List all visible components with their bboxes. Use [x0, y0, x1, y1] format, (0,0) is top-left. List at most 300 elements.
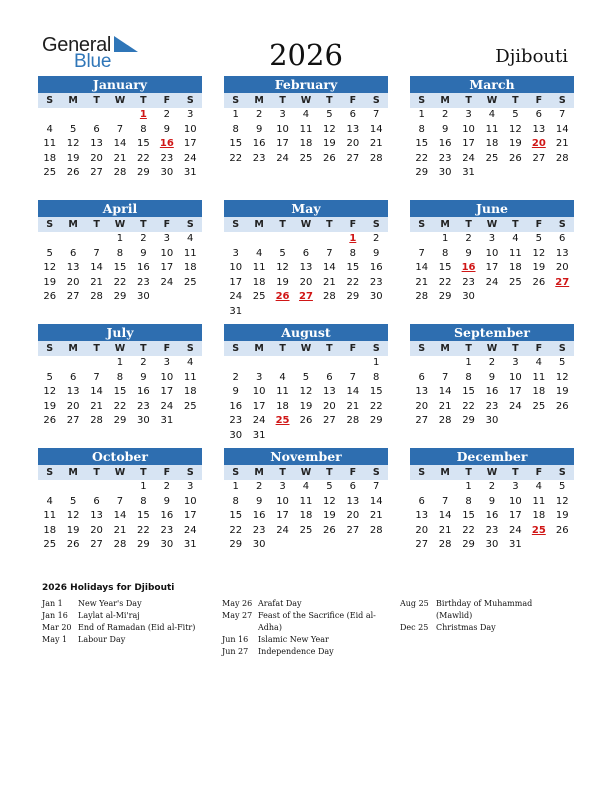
weekday-label: F	[349, 219, 357, 230]
day-cell: 13	[323, 386, 336, 397]
day-cell: 30	[252, 539, 266, 550]
empty-day	[271, 356, 294, 371]
day-cell: 12	[66, 510, 80, 521]
day-cell: 24	[160, 276, 174, 288]
holiday-item	[400, 622, 558, 634]
day-cell: 9	[488, 371, 496, 383]
day-cell: 22	[346, 276, 360, 288]
day-cell: 9	[163, 495, 170, 507]
day-cell: 10	[160, 247, 174, 259]
month-january	[38, 76, 202, 181]
weekday-row	[224, 93, 388, 108]
day-cell: 15	[113, 386, 127, 397]
day-cell: 28	[369, 524, 383, 536]
month-header: March	[410, 76, 574, 93]
month-march	[410, 76, 574, 181]
day-cell: 24	[183, 152, 197, 164]
day-cell: 9	[441, 123, 449, 135]
day-cell: 11	[43, 138, 57, 149]
day-cell: 12	[532, 247, 546, 259]
day-cell: 22	[415, 152, 429, 164]
day-cell: 18	[183, 386, 197, 397]
day-cell: 8	[418, 123, 425, 135]
day-cell: 1	[116, 357, 124, 368]
day-cell: 26	[43, 415, 57, 426]
holiday-item	[222, 598, 380, 610]
day-cell: 11	[485, 123, 499, 135]
day-cell: 18	[532, 386, 546, 397]
holiday-item	[222, 634, 380, 646]
day-cell: 19	[532, 262, 546, 273]
weekday-label: T	[93, 343, 100, 354]
weekday-label: M	[68, 343, 78, 354]
weekday-label: T	[326, 219, 333, 230]
day-cell: 3	[488, 233, 496, 244]
day-cell: 18	[299, 510, 313, 521]
day-cell: 11	[183, 371, 197, 383]
weekday-label: M	[254, 219, 264, 230]
day-cell: 2	[140, 233, 147, 244]
weekday-label: T	[326, 95, 333, 106]
empty-day	[61, 480, 84, 495]
holiday-date: Jan 1	[42, 599, 63, 608]
day-cell: 14	[323, 262, 336, 273]
day-cell: 24	[462, 152, 475, 164]
day-cell: 25	[509, 276, 522, 288]
empty-day	[271, 232, 294, 247]
month-header: August	[224, 324, 388, 341]
day-cell: 3	[187, 109, 194, 120]
month-header: January	[38, 76, 202, 93]
weekday-label: T	[326, 343, 333, 354]
day-cell: 28	[323, 291, 336, 302]
day-grid	[410, 108, 574, 181]
day-cell: 15	[229, 138, 243, 149]
month-july	[38, 324, 202, 429]
day-cell: 23	[485, 524, 499, 536]
holiday-date: May 27	[222, 611, 253, 620]
day-cell: 4	[255, 247, 263, 259]
holiday-day: 26	[275, 291, 290, 302]
day-cell: 12	[323, 123, 336, 135]
day-cell: 2	[232, 371, 239, 383]
weekday-row	[38, 465, 202, 480]
day-cell: 31	[462, 167, 475, 178]
day-cell: 21	[90, 400, 103, 412]
holiday-day: 16	[159, 138, 174, 149]
day-cell: 23	[137, 276, 150, 288]
day-cell: 6	[93, 123, 100, 135]
weekday-label: M	[440, 467, 450, 478]
day-cell: 9	[255, 495, 263, 507]
day-cell: 25	[43, 539, 57, 550]
weekday-label: S	[558, 467, 566, 478]
day-cell: 11	[532, 495, 546, 507]
day-cell: 21	[438, 524, 452, 536]
day-cell: 22	[137, 524, 150, 536]
day-cell: 25	[183, 400, 197, 412]
month-april	[38, 200, 202, 305]
weekday-row	[410, 341, 574, 356]
day-cell: 31	[252, 429, 266, 441]
day-cell: 22	[137, 152, 150, 164]
holiday-date: Jan 16	[42, 611, 68, 620]
month-header: May	[224, 200, 388, 217]
weekday-label: T	[326, 467, 333, 478]
day-cell: 26	[299, 415, 313, 426]
day-cell: 17	[509, 386, 522, 397]
day-cell: 17	[183, 138, 197, 149]
day-cell: 15	[229, 510, 243, 521]
day-cell: 7	[93, 247, 100, 259]
day-cell: 15	[346, 262, 360, 273]
day-cell: 5	[69, 495, 77, 507]
day-cell: 16	[252, 138, 266, 149]
empty-day	[341, 356, 364, 371]
weekday-label: S	[186, 343, 194, 354]
day-cell: 29	[113, 415, 127, 426]
day-cell: 29	[462, 415, 475, 426]
day-cell: 20	[555, 262, 569, 273]
holiday-item	[222, 646, 380, 658]
weekday-label: T	[512, 219, 519, 230]
day-cell: 20	[346, 510, 360, 521]
day-cell: 22	[462, 400, 475, 412]
day-cell: 5	[69, 123, 77, 135]
day-cell: 31	[183, 539, 197, 550]
holiday-item	[42, 634, 200, 646]
day-cell: 20	[66, 400, 80, 412]
empty-day	[294, 356, 317, 371]
day-cell: 11	[509, 247, 522, 259]
day-cell: 20	[66, 276, 80, 288]
day-cell: 13	[415, 386, 429, 397]
day-cell: 14	[369, 123, 383, 135]
day-cell: 1	[232, 481, 239, 492]
weekday-label: S	[558, 343, 566, 354]
weekday-label: F	[163, 343, 171, 354]
day-cell: 3	[512, 481, 519, 492]
day-cell: 28	[90, 291, 103, 302]
weekday-label: S	[186, 219, 194, 230]
empty-day	[433, 356, 456, 371]
holiday-item	[42, 610, 200, 622]
day-cell: 26	[43, 291, 57, 302]
weekday-label: S	[558, 95, 566, 106]
day-cell: 6	[349, 109, 356, 120]
day-cell: 27	[346, 152, 360, 164]
day-cell: 5	[559, 357, 566, 368]
day-cell: 11	[532, 371, 546, 383]
weekday-label: T	[465, 95, 472, 106]
day-cell: 8	[232, 123, 239, 135]
day-cell: 7	[418, 247, 425, 259]
day-cell: 17	[485, 262, 499, 273]
day-cell: 23	[462, 276, 475, 288]
day-cell: 30	[438, 167, 452, 178]
day-cell: 20	[415, 524, 429, 536]
day-cell: 29	[438, 291, 452, 302]
day-cell: 1	[441, 233, 449, 244]
day-cell: 7	[441, 371, 449, 383]
day-cell: 22	[462, 524, 475, 536]
day-cell: 5	[326, 109, 333, 120]
day-cell: 14	[90, 262, 103, 273]
logo-text-blue: Blue	[74, 51, 112, 72]
day-cell: 13	[299, 262, 313, 273]
day-cell: 30	[137, 291, 150, 302]
day-cell: 7	[373, 109, 380, 120]
day-cell: 6	[418, 495, 425, 507]
weekday-label: W	[114, 219, 126, 230]
weekday-label: F	[535, 219, 543, 230]
weekday-label: M	[254, 95, 264, 106]
day-cell: 30	[160, 167, 174, 178]
day-cell: 5	[559, 481, 566, 492]
holiday-column	[42, 598, 200, 646]
day-cell: 28	[438, 415, 452, 426]
day-cell: 14	[555, 123, 569, 135]
year-title: 2026	[269, 38, 343, 72]
day-cell: 25	[532, 400, 546, 412]
day-cell: 30	[160, 539, 174, 550]
day-cell: 31	[229, 305, 243, 317]
holiday-column	[400, 598, 558, 634]
day-cell: 26	[532, 276, 546, 288]
holiday-day: 1	[139, 109, 147, 120]
month-may	[224, 200, 388, 319]
day-cell: 12	[555, 495, 569, 507]
day-cell: 18	[509, 262, 522, 273]
holiday-day: 27	[555, 276, 570, 288]
weekday-label: S	[46, 219, 54, 230]
weekday-label: T	[512, 467, 519, 478]
day-cell: 15	[415, 138, 429, 149]
day-cell: 1	[116, 233, 124, 244]
day-cell: 19	[555, 510, 569, 521]
day-cell: 8	[373, 371, 380, 383]
empty-day	[38, 356, 61, 371]
weekday-label: W	[300, 95, 312, 106]
weekday-row	[410, 217, 574, 232]
day-cell: 19	[43, 276, 57, 288]
day-cell: 2	[373, 233, 380, 244]
weekday-label: S	[46, 467, 54, 478]
empty-day	[61, 232, 84, 247]
day-cell: 4	[46, 123, 53, 135]
day-grid	[224, 108, 388, 166]
day-cell: 9	[373, 247, 380, 259]
day-cell: 22	[229, 524, 243, 536]
day-cell: 4	[187, 357, 194, 368]
day-cell: 20	[323, 400, 336, 412]
day-cell: 21	[438, 400, 452, 412]
holidays-title: 2026 Holidays for Djibouti	[42, 583, 175, 593]
empty-day	[318, 232, 341, 247]
day-cell: 16	[369, 262, 383, 273]
day-cell: 30	[462, 291, 475, 302]
holiday-day: 1	[349, 233, 357, 244]
day-cell: 7	[326, 247, 333, 259]
weekday-label: T	[279, 343, 286, 354]
day-cell: 10	[462, 123, 475, 135]
weekday-label: T	[140, 95, 147, 106]
weekday-label: W	[486, 95, 498, 106]
weekday-row	[410, 465, 574, 480]
day-cell: 17	[183, 510, 197, 521]
day-cell: 17	[276, 510, 289, 521]
day-cell: 7	[441, 495, 449, 507]
day-cell: 4	[46, 495, 53, 507]
day-cell: 17	[160, 262, 174, 273]
day-cell: 18	[43, 524, 57, 536]
day-cell: 3	[255, 371, 263, 383]
empty-day	[318, 356, 341, 371]
day-cell: 31	[183, 167, 197, 178]
day-cell: 21	[369, 510, 383, 521]
weekday-label: S	[232, 467, 240, 478]
empty-day	[61, 356, 84, 371]
day-cell: 13	[66, 386, 80, 397]
weekday-label: T	[279, 467, 286, 478]
day-cell: 29	[229, 539, 243, 550]
day-cell: 14	[113, 138, 127, 149]
day-cell: 18	[183, 262, 197, 273]
day-cell: 21	[113, 152, 127, 164]
weekday-label: W	[300, 467, 312, 478]
day-cell: 13	[555, 247, 569, 259]
day-cell: 19	[323, 138, 336, 149]
day-cell: 24	[485, 276, 499, 288]
weekday-label: T	[465, 219, 472, 230]
weekday-label: S	[46, 343, 54, 354]
day-cell: 29	[113, 291, 127, 302]
month-october	[38, 448, 202, 553]
weekday-label: S	[186, 95, 194, 106]
month-june	[410, 200, 574, 305]
day-cell: 21	[369, 138, 383, 149]
weekday-label: F	[535, 343, 543, 354]
day-cell: 13	[346, 495, 360, 507]
weekday-row	[224, 217, 388, 232]
day-cell: 19	[323, 510, 336, 521]
month-december	[410, 448, 574, 553]
weekday-label: S	[186, 467, 194, 478]
day-cell: 17	[276, 138, 289, 149]
day-cell: 13	[90, 510, 103, 521]
day-cell: 27	[90, 167, 103, 178]
day-cell: 22	[229, 152, 243, 164]
day-cell: 15	[462, 386, 475, 397]
empty-day	[410, 232, 433, 247]
day-cell: 14	[346, 386, 360, 397]
month-header: December	[410, 448, 574, 465]
day-cell: 8	[140, 123, 147, 135]
empty-day	[85, 108, 108, 123]
month-september	[410, 324, 574, 429]
day-cell: 23	[229, 415, 243, 426]
day-cell: 19	[66, 524, 80, 536]
holiday-date: Jun 16	[222, 635, 249, 644]
empty-day	[294, 232, 317, 247]
weekday-label: M	[254, 343, 264, 354]
day-cell: 10	[183, 123, 197, 135]
weekday-label: T	[140, 219, 147, 230]
weekday-label: F	[349, 343, 357, 354]
day-cell: 7	[93, 371, 100, 383]
empty-day	[85, 356, 108, 371]
weekday-row	[410, 93, 574, 108]
day-cell: 25	[485, 152, 499, 164]
day-cell: 6	[326, 371, 333, 383]
day-cell: 2	[488, 481, 496, 492]
day-cell: 12	[66, 138, 80, 149]
day-cell: 13	[346, 123, 360, 135]
day-cell: 16	[485, 510, 499, 521]
day-cell: 1	[418, 109, 425, 120]
weekday-label: W	[114, 343, 126, 354]
day-cell: 8	[465, 371, 472, 383]
day-cell: 30	[137, 415, 150, 426]
day-cell: 22	[113, 276, 127, 288]
day-cell: 6	[559, 233, 566, 244]
day-cell: 1	[465, 357, 472, 368]
weekday-label: M	[68, 95, 78, 106]
day-cell: 4	[302, 109, 310, 120]
weekday-label: F	[349, 95, 357, 106]
day-cell: 1	[140, 481, 147, 492]
day-cell: 17	[509, 510, 522, 521]
weekday-label: S	[418, 219, 426, 230]
weekday-label: F	[535, 467, 543, 478]
day-cell: 9	[488, 495, 496, 507]
holiday-name: Arafat Day	[258, 599, 302, 608]
day-cell: 28	[415, 291, 429, 302]
day-cell: 18	[252, 276, 266, 288]
day-cell: 12	[43, 262, 57, 273]
day-grid	[38, 356, 202, 429]
day-cell: 25	[43, 167, 57, 178]
day-cell: 24	[183, 524, 197, 536]
day-cell: 9	[140, 247, 147, 259]
day-cell: 27	[66, 291, 80, 302]
day-cell: 16	[438, 138, 452, 149]
day-cell: 14	[90, 386, 103, 397]
empty-day	[247, 232, 270, 247]
weekday-label: T	[279, 219, 286, 230]
weekday-row	[224, 465, 388, 480]
weekday-label: M	[68, 219, 78, 230]
day-cell: 3	[512, 357, 519, 368]
empty-day	[108, 108, 131, 123]
day-cell: 7	[116, 123, 124, 135]
day-cell: 25	[183, 276, 197, 288]
day-cell: 20	[415, 400, 429, 412]
day-cell: 19	[43, 400, 57, 412]
weekday-label: T	[465, 343, 472, 354]
day-cell: 24	[252, 415, 266, 426]
day-cell: 21	[555, 138, 569, 149]
empty-day	[61, 108, 84, 123]
day-cell: 17	[229, 276, 243, 288]
holiday-date: Jun 27	[222, 647, 249, 656]
day-grid	[224, 356, 388, 443]
weekday-label: W	[486, 343, 498, 354]
day-cell: 30	[229, 429, 243, 441]
day-cell: 23	[252, 524, 266, 536]
holiday-item	[222, 610, 380, 634]
weekday-label: M	[68, 467, 78, 478]
